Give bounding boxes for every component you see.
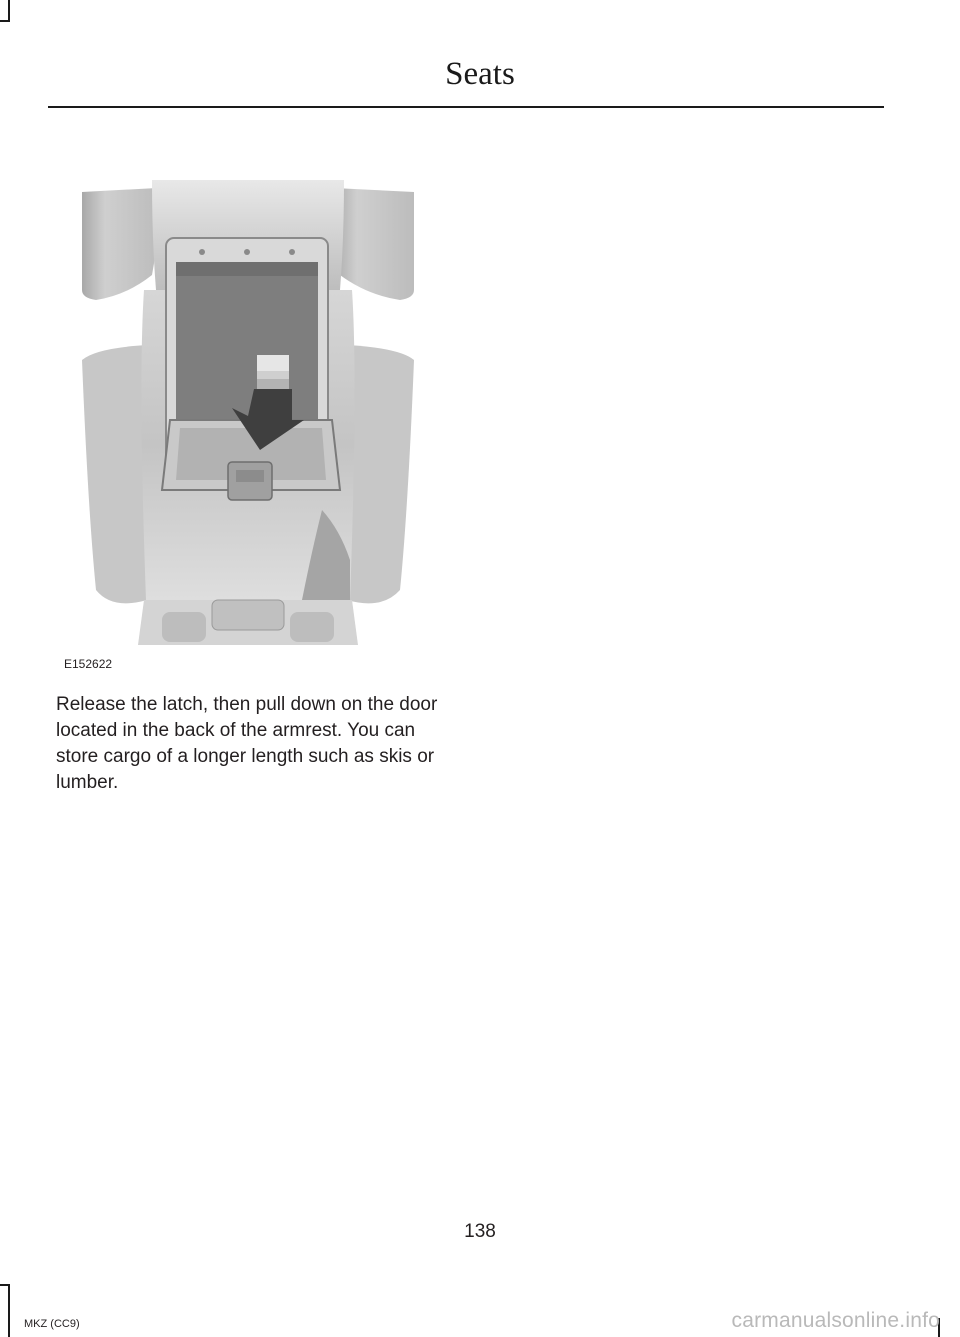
armrest-pass-through-image xyxy=(82,180,414,645)
armrest-illustration xyxy=(82,180,414,645)
crop-mark-bottom-left xyxy=(0,1284,10,1286)
vehicle-model: MKZ (CC9) xyxy=(24,1318,80,1330)
figure-code: E152622 xyxy=(64,657,113,671)
page-title: Seats xyxy=(445,56,515,92)
instruction-paragraph: Release the latch, then pull down on the door located in the back of the armrest. You can store cargo of a longer length such as skis or lumber. xyxy=(56,694,438,793)
crop-mark-bottom-left xyxy=(8,1284,10,1337)
crop-mark-top-left xyxy=(0,20,10,22)
header-divider xyxy=(48,106,884,108)
page-number: 138 xyxy=(464,1221,496,1242)
watermark-text: carmanualsonline.info xyxy=(731,1309,940,1332)
crop-mark-top-left xyxy=(8,0,10,22)
